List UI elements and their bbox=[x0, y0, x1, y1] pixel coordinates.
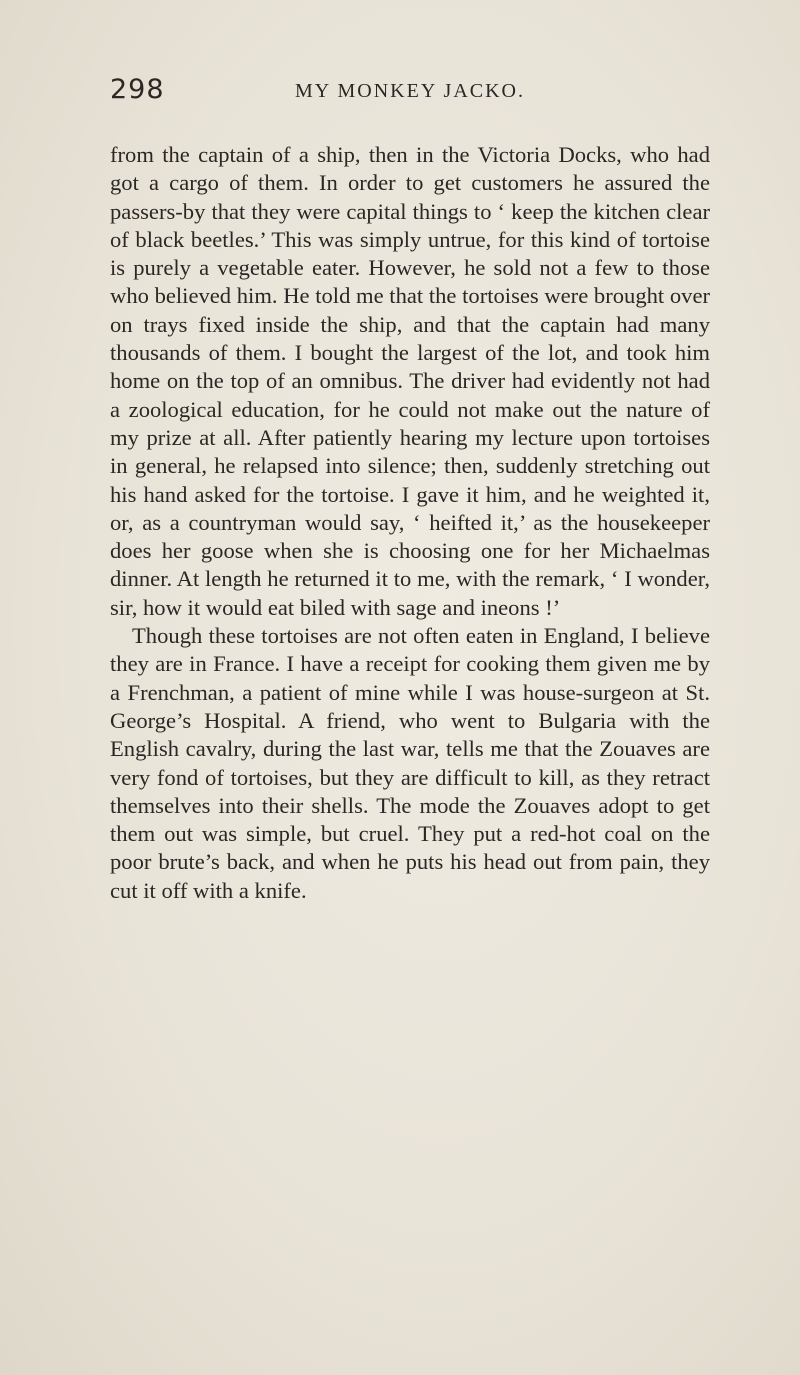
running-head: MY MONKEY JACKO. bbox=[295, 80, 525, 102]
paragraph: Though these tortoises are not often eaten in England, I believe they are in France. I have a receipt for cooking them given me by a Frenchman, a patient of mine while I was house-surgeon at St. George’s Hospital. A friend, who went to Bulgaria with the English cavalry, during the last war, tells me that the Zouaves are very fond of tortoises, but they are difficult to kill, as they retract themselves into their shells. The mode the Zouaves adopt to get them out was simple, but cruel. They put a red-hot coal on the poor brute’s back, and when he puts his head out from pain, they cut it off with a knife. bbox=[110, 623, 710, 903]
page-header bbox=[110, 74, 710, 110]
page-number: 298 bbox=[110, 74, 165, 105]
body-text bbox=[110, 141, 710, 905]
paragraph-continued: from the captain of a ship, then in the Victoria Docks, who had got a cargo of them. In order to get customers he assured the passers-by that they were capital things to ‘ keep the kitchen clear of black beetles.’ This was simply untrue, for this kind of tortoise is purely a vegetable eater. However, he sold not a few to those who believed him. He told me that the tortoises were brought over on trays fixed inside the ship, and that the captain had many thousands of them. I bought the largest of the lot, and took him home on the top of an omnibus. The driver had evidently not had a zoological education, for he could not make out the nature of my prize at all. After patiently hearing my lecture upon tortoises in general, he relapsed into silence; then, suddenly stretching out his hand asked for the tortoise. I gave it him, and he weighted it, or, as a countryman would say, ‘ heifted it,’ as the housekeeper does her goose when she is choosing one for her Michaelmas dinner. At length he returned it to me, with the remark, ‘ I wonder, sir, how it would eat biled with sage and ineons !’ bbox=[110, 142, 710, 620]
